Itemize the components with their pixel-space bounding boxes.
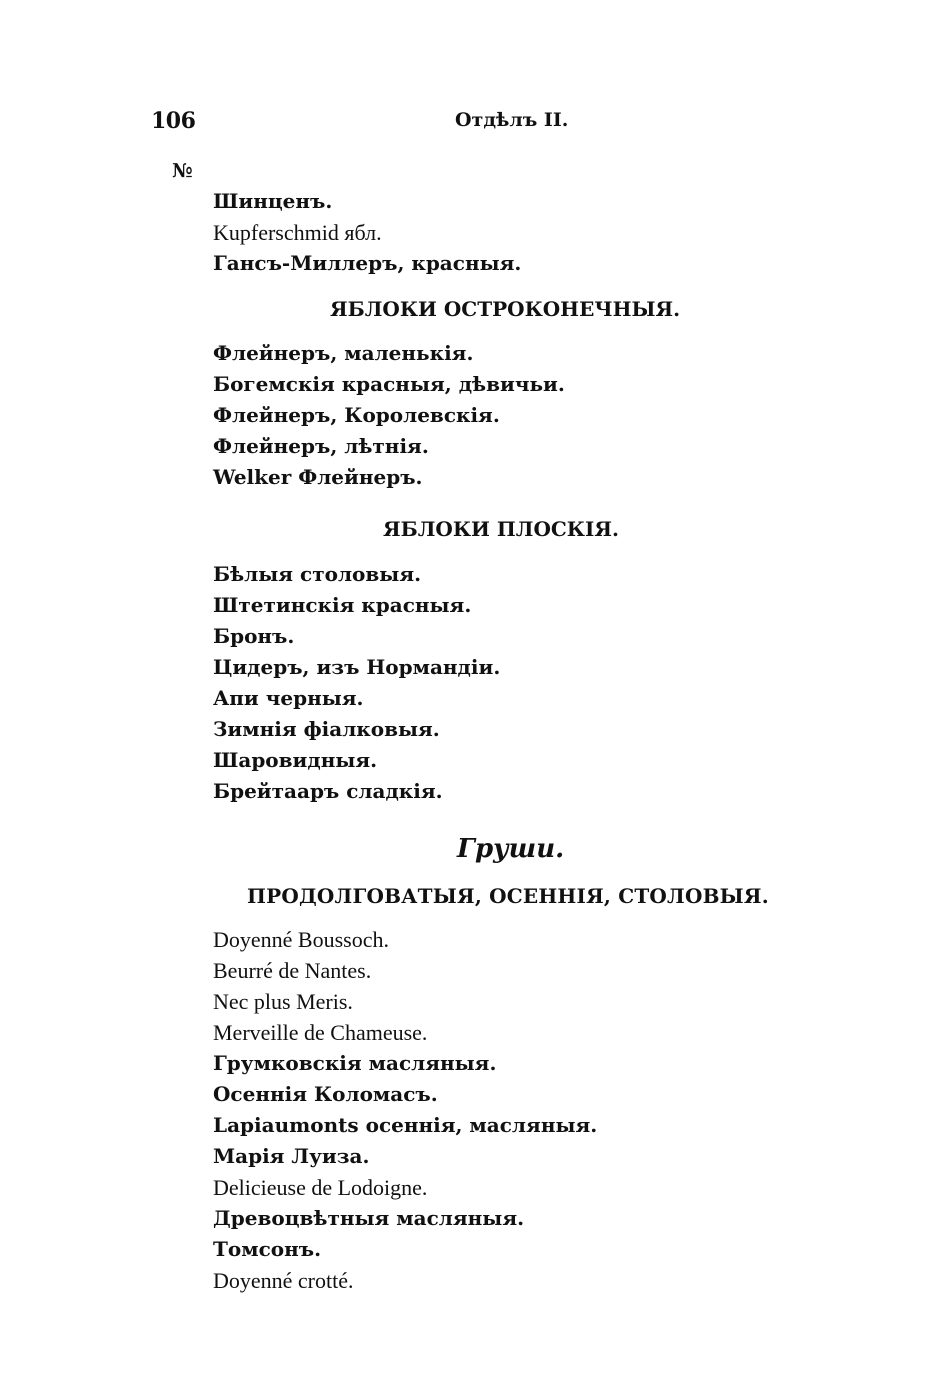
list-item: Грумковскія масляныя.: [213, 1051, 497, 1075]
list-item: Beurré de Nantes.: [213, 958, 372, 983]
list-item: Флейнеръ, Королевскія.: [213, 403, 500, 427]
list-item: Богемскія красныя, дѣвичьи.: [213, 372, 565, 396]
list-item: Штетинскія красныя.: [213, 593, 472, 617]
list-item: Флейнеръ, маленькія.: [213, 341, 474, 365]
list-item: Гансъ-Миллеръ, красныя.: [213, 251, 522, 275]
list-item: Брейтааръ сладкія.: [213, 779, 443, 803]
list-item: Delicieuse de Lodoigne.: [213, 1175, 428, 1200]
list-item: Апи черныя.: [213, 686, 364, 710]
list-item: Бѣлыя столовыя.: [213, 562, 422, 586]
list-item: Томсонъ.: [213, 1237, 322, 1261]
list-item: Марія Луиза.: [213, 1144, 370, 1168]
fruit-title-pears: Груши.: [457, 834, 565, 864]
running-head: Отдѣлъ II.: [455, 109, 569, 131]
list-item: Merveille de Chameuse.: [213, 1020, 428, 1045]
list-item: Бронъ.: [213, 624, 295, 648]
list-item: Цидеръ, изъ Нормандіи.: [213, 655, 501, 679]
list-item: Doyenné crotté.: [213, 1268, 354, 1293]
list-item: Kupferschmid ябл.: [213, 220, 382, 245]
list-item: Welker Флейнеръ.: [213, 465, 423, 489]
list-item: Древоцвѣтныя масляныя.: [213, 1206, 525, 1230]
variety-list-pointed-apples: [213, 338, 565, 493]
variety-list-pears: [213, 924, 597, 1296]
list-item: Lapiaumonts осеннія, масляныя.: [213, 1113, 598, 1137]
list-item: Doyenné Boussoch.: [213, 927, 389, 952]
list-item: Nec plus Meris.: [213, 989, 353, 1014]
variety-list-flat-apples: [213, 559, 500, 807]
page-number: 106: [151, 108, 196, 134]
section-heading-pointed-apples: ЯБЛОКИ ОСТРОКОНЕЧНЫЯ.: [330, 297, 681, 321]
section-heading-oblong-autumn: ПРОДОЛГОВАТЫЯ, ОСЕННІЯ, СТОЛОВЫЯ.: [247, 884, 769, 908]
list-item: Шаровидныя.: [213, 748, 378, 772]
list-item: Осеннія Коломасъ.: [213, 1082, 438, 1106]
section-heading-flat-apples: ЯБЛОКИ ПЛОСКІЯ.: [383, 517, 619, 541]
list-item: Шинценъ.: [213, 189, 333, 213]
variety-list-1: [213, 186, 521, 279]
list-item: Флейнеръ, лѣтнія.: [213, 434, 429, 458]
list-item: Зимнія фіалковыя.: [213, 717, 440, 741]
numero-mark: №: [172, 160, 193, 182]
